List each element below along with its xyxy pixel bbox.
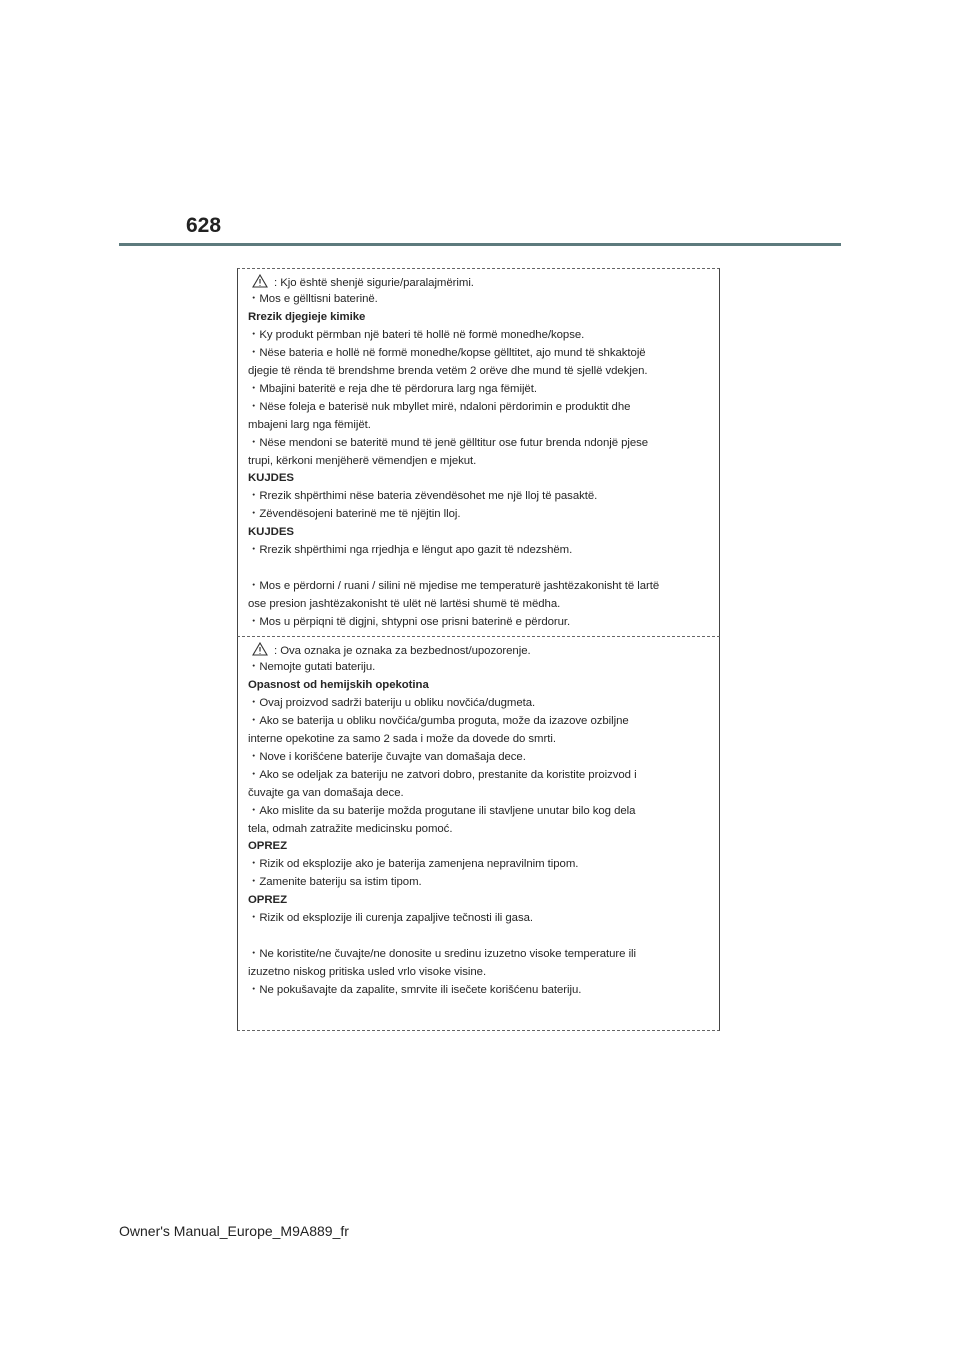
albanian-line-text: ose presion jashtëzakonisht të ulët në lartësi shumë të mëdha. (248, 598, 561, 611)
albanian-line-text: mbajeni larg nga fëmijët. (248, 418, 371, 431)
serbian-line (248, 732, 556, 746)
albanian-line (248, 346, 646, 360)
serbian-line (248, 786, 404, 800)
albanian-line-text: Rrezik djegieje kimike (248, 310, 366, 323)
page-number: 628 (186, 214, 222, 237)
serbian-line-text: tela, odmah zatražite medicinsku pomoć. (248, 822, 453, 835)
serbian-line (248, 983, 581, 997)
header-rule (119, 243, 841, 246)
albanian-line (248, 400, 630, 414)
albanian-line (248, 597, 560, 611)
albanian-line-text: ・Rrezik shpërthimi nëse bateria zëvendësohet me një lloj të pasaktë. (248, 490, 598, 503)
albanian-line-text: ・Mos e përdorni / ruani / silini në mjedise me temperaturë jashtëzakonisht të lartë (248, 580, 660, 593)
serbian-line (248, 893, 287, 907)
warning-triangle-icon (252, 642, 268, 656)
albanian-line (248, 507, 461, 521)
albanian-line-text: : Kjo është shenjë sigurie/paralajmërimi. (274, 277, 474, 289)
serbian-line-text: OPREZ (248, 840, 287, 853)
albanian-line (248, 525, 294, 539)
albanian-line (248, 579, 659, 593)
serbian-line (248, 642, 531, 658)
serbian-line-text: OPREZ (248, 894, 287, 907)
albanian-line (248, 274, 474, 290)
serbian-line-text: ・Rizik od eksplozije ako je baterija zamenjena nepravilnim tipom. (248, 858, 579, 871)
serbian-line-text: ・Ne pokušavajte da zapalite, smrvite ili isečete korišćenu bateriju. (248, 984, 582, 997)
serbian-line-text: Opasnost od hemijskih opekotina (248, 678, 429, 691)
serbian-line-text: ・Ako mislite da su baterije možda progutane ili stavljene unutar bilo kog dela (248, 804, 636, 817)
albanian-line-text: ・Mos e gëlltisni baterinë. (248, 292, 378, 305)
albanian-line-text: ・Rrezik shpërthimi nga rrjedhja e lëngut apo gazit të ndezshëm. (248, 544, 573, 557)
albanian-line-text: ・Nëse bateria e hollë në formë monedhe/kopse gëlltitet, ajo mund të shkaktojë (248, 346, 646, 359)
albanian-line-text: djegie të rënda të brendshme brenda vetëm 2 orëve dhe mund të sjellë vdekjen. (248, 364, 648, 377)
serbian-line-text: : Ova oznaka je oznaka za bezbednost/upozorenje. (274, 645, 531, 657)
albanian-line (248, 292, 378, 306)
serbian-line (248, 875, 422, 889)
serbian-line (248, 857, 578, 871)
albanian-line-text: ・Mos u përpiqni të digjni, shtypni ose prisni baterinë e përdorur. (248, 616, 571, 629)
albanian-line (248, 310, 365, 324)
serbian-line-text: izuzetno niskog pritiska usled vrlo visoke visine. (248, 966, 487, 979)
serbian-line (248, 911, 533, 925)
serbian-line-text: ・Zamenite bateriju sa istim tipom. (248, 876, 422, 889)
albanian-line (248, 364, 648, 378)
albanian-line-text: ・Mbajini bateritë e reja dhe të përdorura larg nga fëmijët. (248, 382, 537, 395)
albanian-line (248, 454, 476, 468)
serbian-line-text: ・Ovaj proizvod sadrži bateriju u obliku novčića/dugmeta. (248, 696, 536, 709)
serbian-line (248, 965, 486, 979)
albanian-line (248, 471, 294, 485)
albanian-line (248, 418, 371, 432)
serbian-line (248, 750, 526, 764)
serbian-line-text: ・Ne koristite/ne čuvajte/ne donosite u sredinu izuzetno visoke temperature ili (248, 948, 637, 961)
albanian-line-text: KUJDES (248, 526, 294, 539)
serbian-line (248, 768, 637, 782)
serbian-line-text: ・Nove i korišćene baterije čuvajte van domašaja dece. (248, 750, 526, 763)
warning-triangle-icon (252, 274, 268, 288)
albanian-line (248, 543, 572, 557)
serbian-line-text: ・Nemojte gutati bateriju. (248, 660, 376, 673)
albanian-line-text: ・Zëvendësojeni baterinë me të njëjtin lloj. (248, 508, 461, 521)
albanian-line-text: KUJDES (248, 472, 294, 485)
albanian-line (248, 436, 648, 450)
albanian-line (248, 328, 584, 342)
serbian-line-text: ・Rizik od eksplozije ili curenja zapaljive tečnosti ili gasa. (248, 912, 534, 925)
albanian-line-text: ・Ky produkt përmban një bateri të hollë në formë monedhe/kopse. (248, 328, 585, 341)
serbian-line (248, 822, 452, 836)
albanian-line (248, 489, 597, 503)
serbian-line (248, 839, 287, 853)
serbian-line (248, 714, 629, 728)
footer-manual-id: Owner's Manual_Europe_M9A889_fr (119, 1223, 349, 1239)
serbian-line-text: ・Ako se baterija u obliku novčića/gumba proguta, može da izazove ozbiljne (248, 714, 629, 727)
albanian-line (248, 615, 570, 629)
serbian-line (248, 804, 635, 818)
serbian-line (248, 696, 535, 710)
serbian-line-text: čuvajte ga van domašaja dece. (248, 786, 404, 799)
albanian-line (248, 382, 537, 396)
albanian-line-text: trupi, kërkoni menjëherë vëmendjen e mjekut. (248, 454, 477, 467)
serbian-line (248, 660, 375, 674)
serbian-line-text: interne opekotine za samo 2 sada i može da dovede do smrti. (248, 732, 556, 745)
serbian-line-text: ・Ako se odeljak za bateriju ne zatvori dobro, prestanite da koristite proizvod i (248, 768, 637, 781)
serbian-line (248, 947, 636, 961)
serbian-line (248, 678, 429, 692)
albanian-line-text: ・Nëse foleja e baterisë nuk mbyllet mirë, ndaloni përdorimin e produktit dhe (248, 400, 631, 413)
albanian-line-text: ・Nëse mendoni se bateritë mund të jenë gëlltitur ose futur brenda ndonjë pjese (248, 436, 649, 449)
